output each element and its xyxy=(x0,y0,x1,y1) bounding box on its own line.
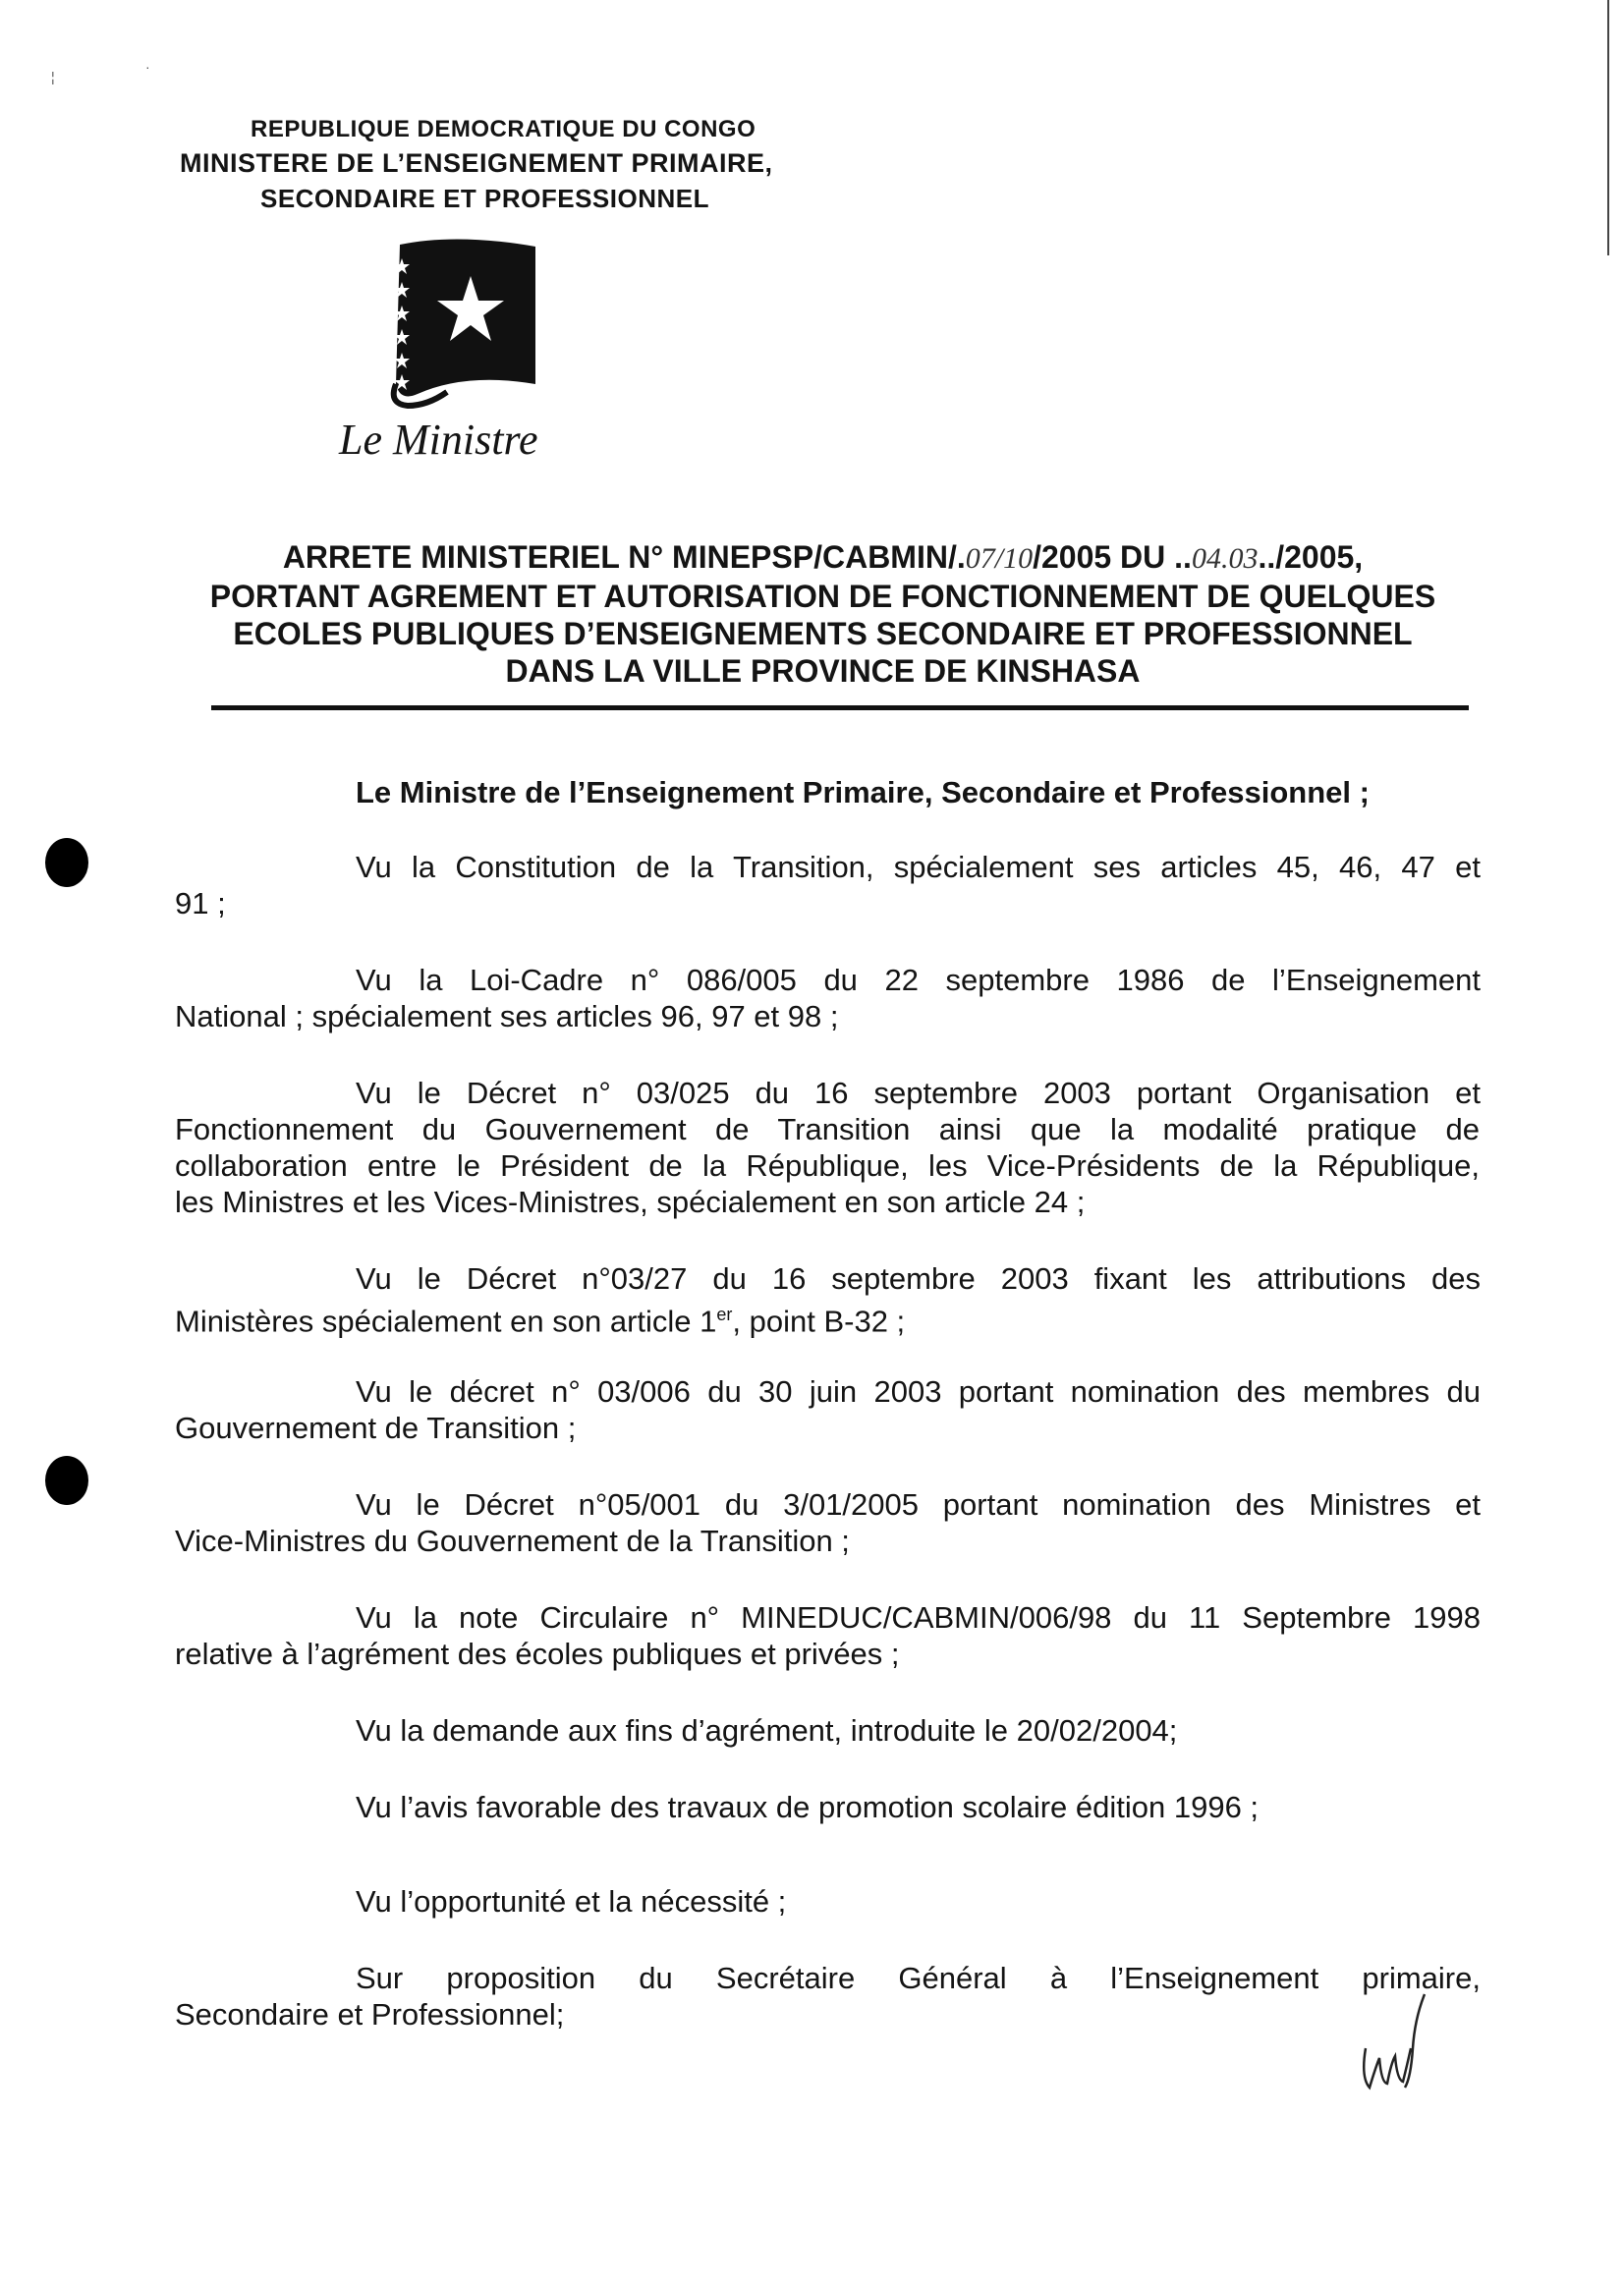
consideration-2-line2: National ; spécialement ses articles 96, 97 et 98 ; xyxy=(175,999,839,1033)
header-republic: REPUBLIQUE DEMOCRATIQUE DU CONGO xyxy=(251,116,756,142)
consideration-4-text: Ministères spécialement en son article 1 xyxy=(175,1304,717,1339)
consideration-6-line1: Vu le Décret n°05/001 du 3/01/2005 portant nomination des Ministres et xyxy=(356,1487,1481,1522)
punch-hole-top xyxy=(45,838,88,887)
consideration-4-point: , point B-32 ; xyxy=(732,1304,906,1339)
title-underline xyxy=(211,705,1469,710)
consideration-1-line2: 91 ; xyxy=(175,886,226,920)
consideration-7-line1: Vu la note Circulaire n° MINEDUC/CABMIN/006/98 du 11 Septembre 1998 xyxy=(356,1600,1481,1635)
consideration-3-line2: Fonctionnement du Gouvernement de Transition ainsi que la modalité pratique de xyxy=(175,1112,1480,1146)
scan-mark: · xyxy=(145,59,150,75)
decree-title-line1 xyxy=(177,538,1469,578)
consideration-10: Vu l’opportunité et la nécessité ; xyxy=(356,1884,787,1919)
consideration-5-line1: Vu le décret n° 03/006 du 30 juin 2003 portant nomination des membres du xyxy=(356,1374,1481,1409)
handwritten-date: 04.03 xyxy=(1191,542,1259,575)
consideration-3-line1: Vu le Décret n° 03/025 du 16 septembre 2003 portant Organisation et xyxy=(356,1076,1481,1110)
scan-mark: ¦ xyxy=(51,69,55,84)
minister-heading: Le Ministre xyxy=(339,416,538,464)
superscript-er: er xyxy=(716,1305,733,1324)
decree-title xyxy=(177,538,1469,690)
handwritten-number: 07/10 xyxy=(965,542,1034,575)
intro-line: Le Ministre de l’Enseignement Primaire, Secondaire et Professionnel ; xyxy=(356,775,1370,809)
punch-hole-bottom xyxy=(45,1456,88,1505)
consideration-9: Vu l’avis favorable des travaux de promotion scolaire édition 1996 ; xyxy=(356,1790,1260,1824)
consideration-4-line2 xyxy=(175,1297,905,1339)
consideration-1-line1: Vu la Constitution de la Transition, spécialement ses articles 45, 46, 47 et xyxy=(356,850,1481,884)
header-ministry-sub: SECONDAIRE ET PROFESSIONNEL xyxy=(260,184,709,213)
proposal-line1: Sur proposition du Secrétaire Général à l’Enseignement primaire, xyxy=(356,1961,1481,1995)
consideration-3-line3: collaboration entre le Président de la République, les Vice-Présidents de la République, xyxy=(175,1148,1480,1183)
title-prefix: ARRETE MINISTERIEL N° MINEPSP/CABMIN/. xyxy=(282,539,966,575)
consideration-6-line2: Vice-Ministres du Gouvernement de la Transition ; xyxy=(175,1524,850,1558)
consideration-5-line2: Gouvernement de Transition ; xyxy=(175,1411,577,1445)
decree-title-line2: PORTANT AGREMENT ET AUTORISATION DE FONCTIONNEMENT DE QUELQUES xyxy=(209,579,1436,614)
consideration-4-line1: Vu le Décret n°03/27 du 16 septembre 2003 fixant les attributions des xyxy=(356,1261,1481,1296)
consideration-8: Vu la demande aux fins d’agrément, introduite le 20/02/2004; xyxy=(356,1713,1178,1748)
proposal-line2: Secondaire et Professionnel; xyxy=(175,1997,565,2032)
header-ministry: MINISTERE DE L’ENSEIGNEMENT PRIMAIRE, xyxy=(180,148,773,178)
consideration-3-line4: les Ministres et les Vices-Ministres, spécialement en son article 24 ; xyxy=(175,1185,1086,1219)
title-mid: /2005 DU .. xyxy=(1033,539,1192,575)
title-suffix: ../2005, xyxy=(1258,539,1364,575)
decree-title-line3: ECOLES PUBLIQUES D’ENSEIGNEMENTS SECONDAIRE ET PROFESSIONNEL xyxy=(233,616,1413,651)
consideration-2-line1: Vu la Loi-Cadre n° 086/005 du 22 septembre 1986 de l’Enseignement xyxy=(356,963,1481,997)
scan-edge-line xyxy=(1607,0,1609,255)
decree-title-line4: DANS LA VILLE PROVINCE DE KINSHASA xyxy=(505,653,1141,689)
flag-star-emblem-icon xyxy=(388,237,545,409)
consideration-7-line2: relative à l’agrément des écoles publiques et privées ; xyxy=(175,1637,900,1671)
handwritten-initials-icon xyxy=(1356,1989,1434,2097)
